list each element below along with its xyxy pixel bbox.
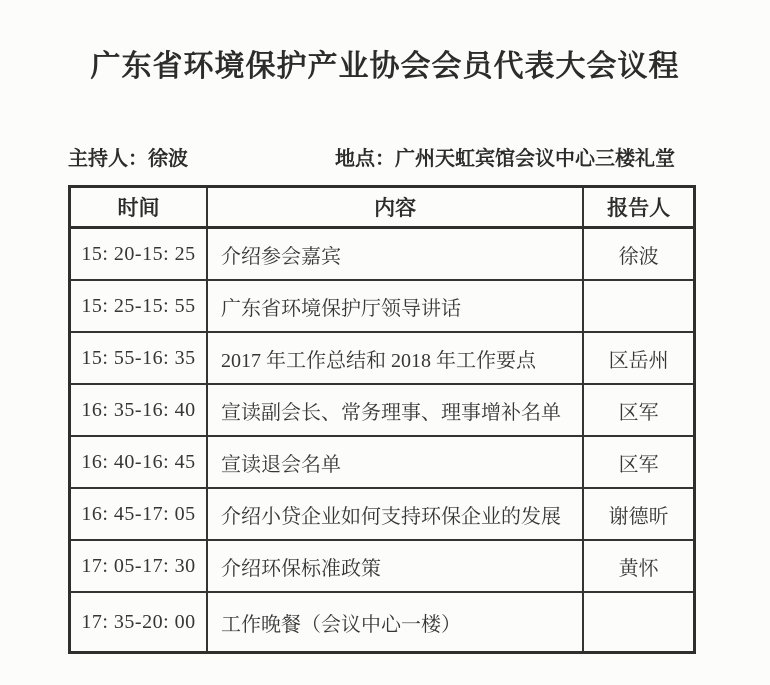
table-row [70,384,695,436]
content-cell: 介绍小贷企业如何支持环保企业的发展 [207,488,583,540]
speaker-cell [583,280,694,332]
location-label: 地点：广州天虹宾馆会议中心三楼礼堂 [335,148,675,170]
time-cell: 16: 45-17: 05 [70,488,208,540]
meta-row [68,146,770,172]
content-cell: 介绍环保标准政策 [207,540,583,592]
time-cell: 15: 20-15: 25 [70,228,208,281]
speaker-cell: 区军 [583,384,694,436]
content-cell: 宣读退会名单 [207,436,583,488]
speaker-cell: 徐波 [583,228,694,281]
time-cell: 17: 35-20: 00 [70,592,208,653]
time-cell: 16: 35-16: 40 [70,384,208,436]
table-row [70,540,695,592]
time-cell: 16: 40-16: 45 [70,436,208,488]
header-speaker: 报告人 [583,187,694,228]
time-cell: 15: 25-15: 55 [70,280,208,332]
table-header-row [70,187,695,228]
page-title: 广东省环境保护产业协会会员代表大会议程 [90,50,680,83]
speaker-cell [583,592,694,653]
content-cell: 介绍参会嘉宾 [207,228,583,281]
speaker-cell: 谢德昕 [583,488,694,540]
speaker-cell: 区岳州 [583,332,694,384]
speaker-cell: 黄怀 [583,540,694,592]
table-row [70,228,695,281]
content-cell: 宣读副会长、常务理事、理事增补名单 [207,384,583,436]
agenda-table [68,185,696,654]
table-row [70,332,695,384]
speaker-cell: 区军 [583,436,694,488]
host-label: 主持人：徐波 [68,148,188,170]
time-cell: 17: 05-17: 30 [70,540,208,592]
time-cell: 15: 55-16: 35 [70,332,208,384]
content-cell: 广东省环境保护厅领导讲话 [207,280,583,332]
header-time: 时间 [70,187,208,228]
table-row [70,488,695,540]
table-row [70,436,695,488]
content-cell: 2017 年工作总结和 2018 年工作要点 [207,332,583,384]
table-row [70,280,695,332]
header-content: 内容 [207,187,583,228]
content-cell: 工作晚餐（会议中心一楼） [207,592,583,653]
table-row [70,592,695,653]
